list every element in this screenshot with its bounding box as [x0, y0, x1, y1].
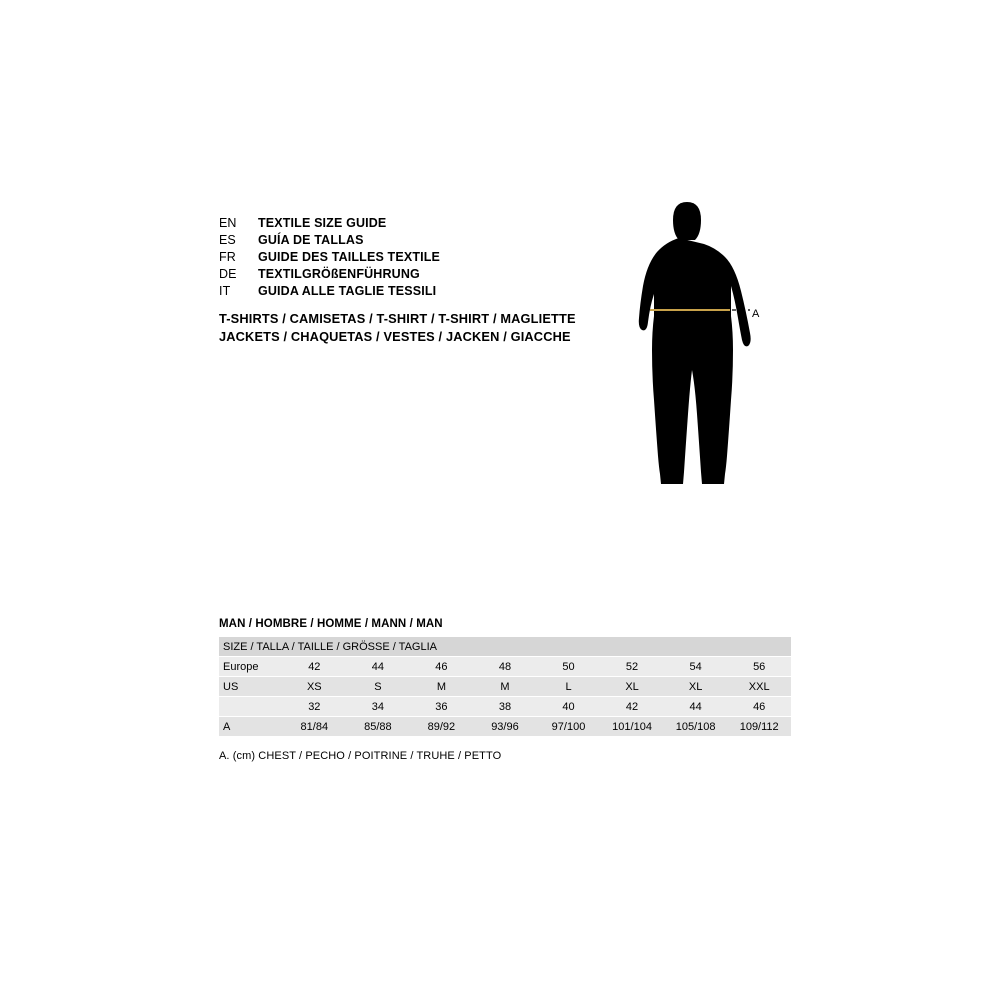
language-row: [219, 266, 639, 283]
size-table-section: [219, 618, 791, 737]
cell: 48: [473, 657, 537, 677]
language-title: GUIDA ALLE TAGLIE TESSILI: [258, 284, 437, 298]
cell: 42: [283, 657, 347, 677]
size-table: [219, 637, 791, 737]
table-footnote: A. (cm) CHEST / PECHO / POITRINE / TRUHE / PETTO: [219, 750, 502, 762]
language-title: GUÍA DE TALLAS: [258, 233, 364, 247]
category-line-tshirts: T-SHIRTS / CAMISETAS / T-SHIRT / T-SHIRT / MAGLIETTE: [219, 311, 576, 326]
cell: 38: [473, 697, 537, 717]
man-silhouette-figure: [600, 200, 800, 600]
cell: 105/108: [664, 717, 728, 737]
table-row: [219, 677, 791, 697]
row-label: [219, 697, 283, 717]
language-code: FR: [219, 250, 236, 264]
language-code: DE: [219, 267, 237, 281]
language-title: TEXTILGRÖßENFÜHRUNG: [258, 267, 420, 281]
language-list: [219, 215, 639, 300]
cell: 50: [537, 657, 601, 677]
language-row: [219, 283, 639, 300]
table-row: [219, 657, 791, 677]
cell: 56: [727, 657, 791, 677]
cell: XL: [664, 677, 728, 697]
row-label: US: [219, 677, 283, 697]
cell: 44: [664, 697, 728, 717]
category-line-jackets: JACKETS / CHAQUETAS / VESTES / JACKEN / GIACCHE: [219, 328, 571, 344]
table-row: [219, 697, 791, 717]
cell: 46: [727, 697, 791, 717]
cell: L: [537, 677, 601, 697]
language-code: EN: [219, 216, 237, 230]
cell: 36: [410, 697, 474, 717]
table-header-row: [219, 637, 791, 657]
cell: 32: [283, 697, 347, 717]
language-title: TEXTILE SIZE GUIDE: [258, 216, 387, 230]
man-silhouette-icon: [600, 200, 800, 600]
table-group-label: MAN / HOMBRE / HOMME / MANN / MAN: [219, 618, 443, 630]
cell: 89/92: [410, 717, 474, 737]
cell: 85/88: [346, 717, 410, 737]
cell: 42: [600, 697, 664, 717]
cell: M: [473, 677, 537, 697]
cell: 101/104: [600, 717, 664, 737]
cell: 97/100: [537, 717, 601, 737]
language-code: ES: [219, 233, 236, 247]
language-row: [219, 232, 639, 249]
cell: S: [346, 677, 410, 697]
cell: XS: [283, 677, 347, 697]
cell: XL: [600, 677, 664, 697]
language-row: [219, 215, 639, 232]
cell: 93/96: [473, 717, 537, 737]
table-row: [219, 717, 791, 737]
cell: XXL: [727, 677, 791, 697]
cell: M: [410, 677, 474, 697]
cell: 40: [537, 697, 601, 717]
cell: 46: [410, 657, 474, 677]
table-header-label: SIZE / TALLA / TAILLE / GRÖSSE / TAGLIA: [219, 637, 791, 657]
row-label: Europe: [219, 657, 283, 677]
cell: 109/112: [727, 717, 791, 737]
language-title: GUIDE DES TAILLES TEXTILE: [258, 250, 441, 264]
cell: 44: [346, 657, 410, 677]
cell: 52: [600, 657, 664, 677]
cell: 34: [346, 697, 410, 717]
row-label: A: [219, 717, 283, 737]
chest-measure-label: A: [752, 308, 760, 320]
cell: 81/84: [283, 717, 347, 737]
language-row: [219, 249, 639, 266]
language-code: IT: [219, 284, 231, 298]
cell: 54: [664, 657, 728, 677]
